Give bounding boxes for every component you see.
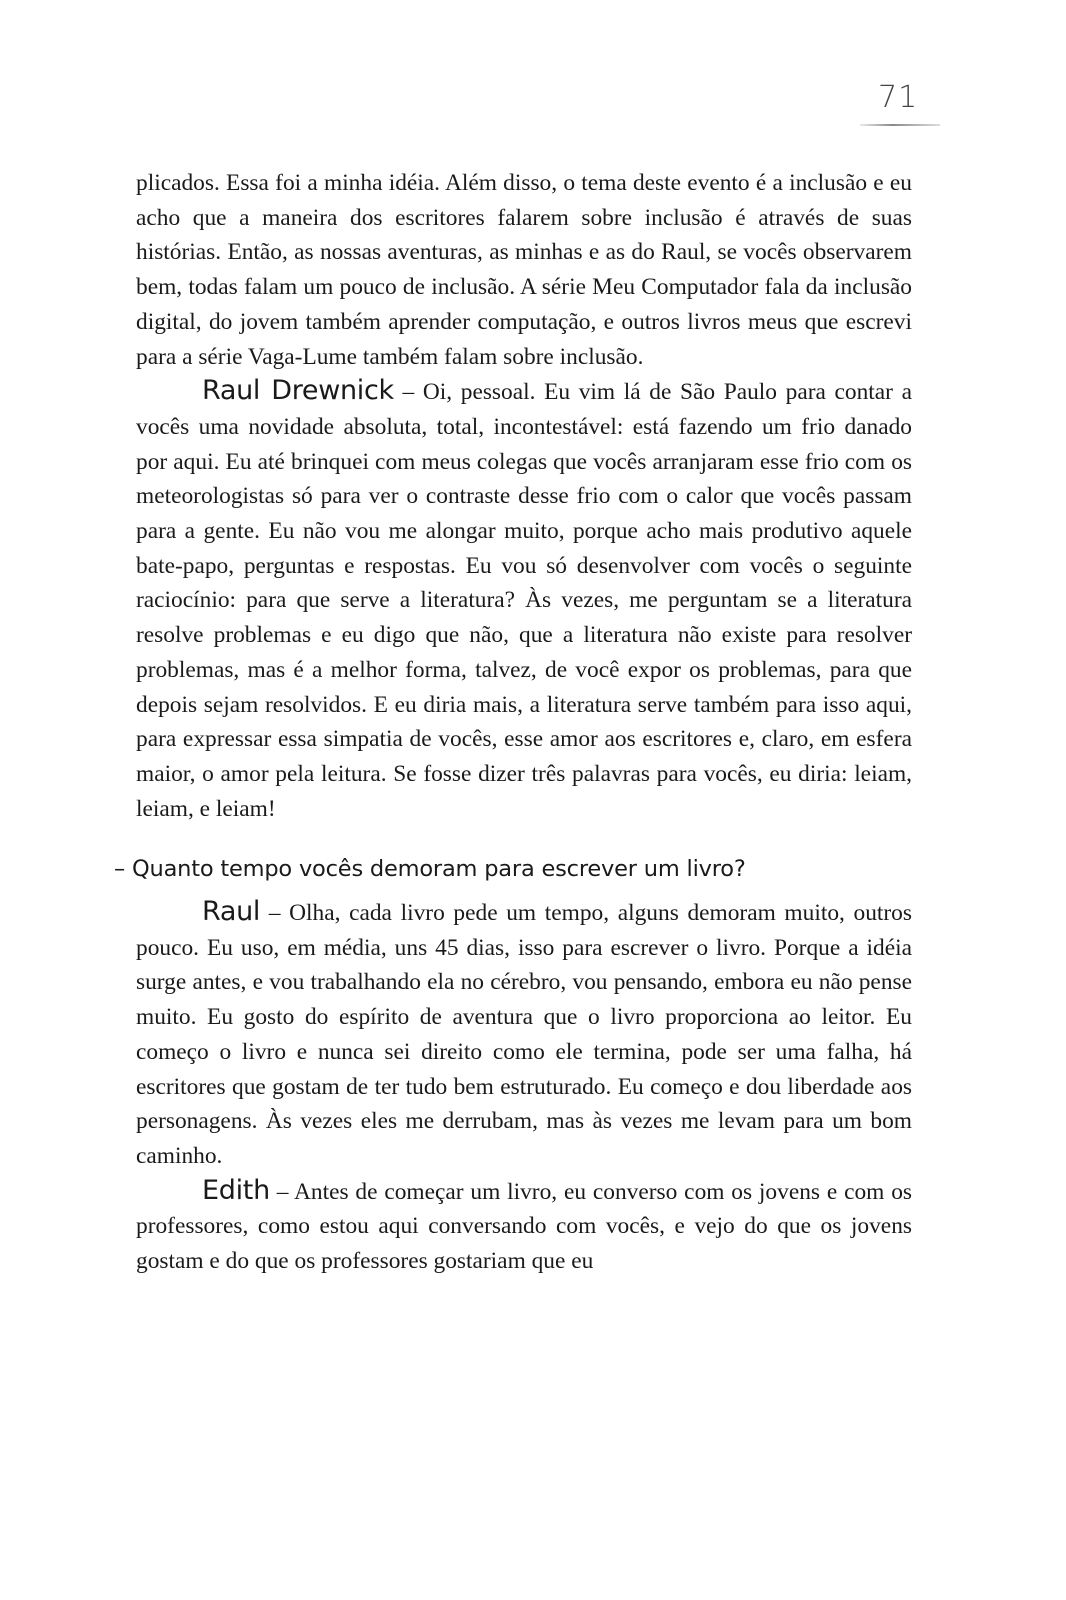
- page-number: 71: [878, 80, 919, 115]
- speaker-name: Raul Drewnick: [202, 375, 394, 407]
- paragraph-edith: [136, 1174, 912, 1279]
- paragraph-text: plicados. Essa foi a minha idéia. Além disso, o tema deste evento é a inclusão e eu acho que a maneira dos escritores falarem sobre inclusão é através de suas histórias. Então, as nossas aventuras, as minhas e as do Raul, se vocês observarem bem, todas falam um pouco de inclusão. A série Meu Computador fala da inclusão digital, do jovem também aprender computação, e outros livros meus que escrevi para a série Vaga-Lume também falam sobre inclusão.: [136, 170, 912, 370]
- paragraph-text: – Olha, cada livro pede um tempo, alguns demoram muito, outros pouco. Eu uso, em média, uns 45 dias, isso para escrever o livro. Porque a idéia surge antes, e vou trabalhando ela no cérebro, vou pensando, embora eu não pense muito. Eu gosto do espírito de aventura que o livro proporciona ao leitor. Eu começo o livro e nunca sei direito como ele termina, pode ser uma falha, há escritores que gostam de ter tudo bem estruturado. Eu começo e dou liberdade aos personagens. Às vezes eles me derrubam, mas às vezes me levam para um bom caminho.: [136, 900, 912, 1169]
- speaker-name: Edith: [202, 1174, 270, 1206]
- page-number-rule: [860, 124, 940, 126]
- paragraph-text: – Oi, pessoal. Eu vim lá de São Paulo para contar a vocês uma novidade absoluta, total, incontestável: está fazendo um frio danado por aqui. Eu até brinquei com meus colegas que vocês arranjaram esse frio com os meteorologistas só para ver o contraste desse frio com o calor que vocês passam para a gente. Eu não vou me alongar muito, porque acho mais produtivo aquele bate-papo, perguntas e respostas. Eu vou só desenvolver com vocês o seguinte raciocínio: para que serve a literatura? Às vezes, me perguntam se a literatura resolve problemas e eu digo que não, que a literatura não existe para resolver problemas, mas é a melhor forma, talvez, de você expor os problemas, para que depois sejam resolvidos. E eu diria mais, a literatura serve também para isso aqui, para expressar essa simpatia de vocês, esse amor aos escritores e, claro, em esfera maior, o amor pela leitura. Se fosse dizer três palavras para vocês, eu diria: leiam, leiam, e leiam!: [136, 379, 912, 822]
- paragraph-raul-drewnick: [136, 374, 912, 826]
- paragraph-raul: [136, 895, 912, 1174]
- text-body: [114, 166, 912, 1279]
- interview-question: – Quanto tempo vocês demoram para escrever um livro?: [114, 856, 746, 883]
- paragraph-continuation: [136, 166, 912, 374]
- speaker-name: Raul: [202, 896, 261, 928]
- paragraph-text: – Antes de começar um livro, eu converso com os jovens e com os professores, como estou aqui conversando com vocês, e vejo do que os jovens gostam e do que os professores gostariam que eu: [136, 1178, 912, 1275]
